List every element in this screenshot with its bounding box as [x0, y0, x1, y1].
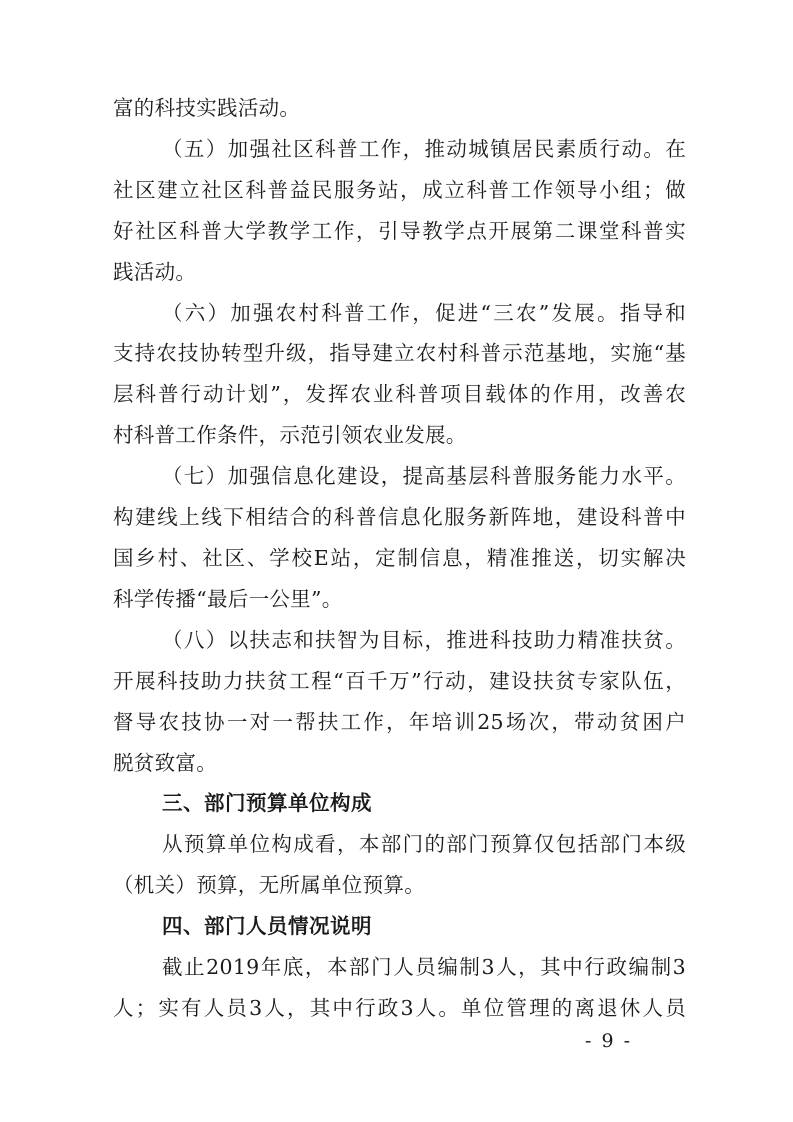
paragraph-line: （五）加强社区科普工作，推动城镇居民素质行动。在: [162, 137, 686, 161]
paragraph-line: 践活动。: [113, 260, 197, 284]
paragraph-line: 国乡村、社区、学校E站，定制信息，精准推送，切实解决: [113, 546, 686, 570]
paragraph-line: （七）加强信息化建设，提高基层科普服务能力水平。: [162, 464, 686, 488]
paragraph-line: 开展科技助力扶贫工程“百千万”行动，建设扶贫专家队伍，: [113, 669, 686, 693]
paragraph-line: 社区建立社区科普益民服务站，成立科普工作领导小组；做: [113, 178, 686, 202]
paragraph-line: （八）以扶志和扶智为目标，推进科技助力精准扶贫。: [162, 628, 686, 652]
paragraph-line: 富的科技实践活动。: [113, 96, 301, 120]
paragraph-line: 科学传播“最后一公里”。: [113, 587, 343, 611]
paragraph-line: 截止2019年底，本部门人员编制3人，其中行政编制3: [162, 955, 686, 979]
paragraph-line: 从预算单位构成看，本部门的部门预算仅包括部门本级: [162, 832, 686, 856]
paragraph-line: 督导农技协一对一帮扶工作，年培训25场次，带动贫困户: [113, 710, 686, 734]
paragraph-line: 人；实有人员3人，其中行政3人。单位管理的离退休人员: [113, 996, 686, 1020]
paragraph-line: 构建线上线下相结合的科普信息化服务新阵地，建设科普中: [113, 505, 686, 529]
page-number: - 9 -: [585, 1030, 633, 1052]
paragraph-line: 村科普工作条件，示范引领农业发展。: [113, 423, 467, 447]
paragraph-line: （六）加强农村科普工作，促进“三农”发展。指导和: [162, 301, 686, 325]
section-heading: 四、部门人员情况说明: [162, 914, 372, 938]
paragraph-line: 层科普行动计划”，发挥农业科普项目载体的作用，改善农: [113, 382, 686, 406]
paragraph-line: （机关）预算，无所属单位预算。: [113, 873, 425, 897]
section-heading: 三、部门预算单位构成: [162, 791, 372, 815]
paragraph-line: 支持农技协转型升级，指导建立农村科普示范基地，实施“基: [113, 341, 686, 365]
paragraph-line: 脱贫致富。: [113, 751, 217, 775]
paragraph-line: 好社区科普大学教学工作，引导教学点开展第二课堂科普实: [113, 219, 686, 243]
